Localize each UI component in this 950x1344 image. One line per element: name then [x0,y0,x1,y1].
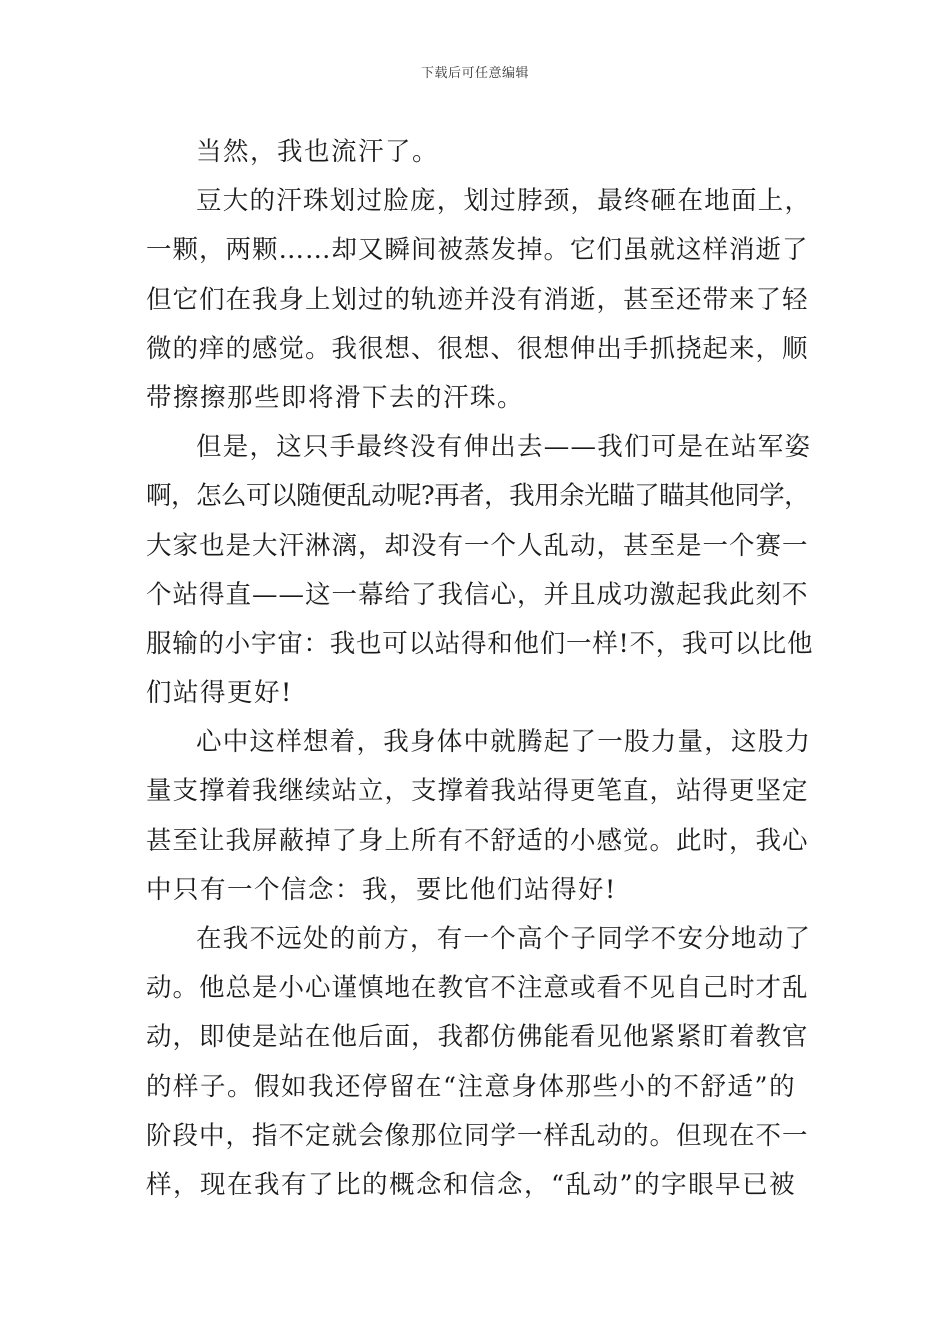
text-line: 带擦擦那些即将滑下去的汗珠。 [146,382,525,413]
text-line: 动，即使是站在他后面，我都仿佛能看见他紧紧盯着教官 [146,1022,809,1053]
text-line: 心中这样想着，我身体中就腾起了一股力量，这股力 [196,727,812,758]
text-line: 中只有一个信念：我，要比他们站得好! [146,874,617,905]
text-line: 个站得直——这一幕给了我信心，并且成功激起我此刻不 [146,579,809,610]
text-line: 豆大的汗珠划过脸庞，划过脖颈，最终砸在地面上， [196,186,812,217]
text-line: 一颗，两颗……却又瞬间被蒸发掉。它们虽就这样消逝了 [146,235,809,266]
text-line: 样，现在我有了比的概念和信念，“乱动”的字眼早已被 [146,1169,797,1200]
text-line: 啊，怎么可以随便乱动呢?再者，我用余光瞄了瞄其他同学， [146,481,810,512]
text-line: 的样子。假如我还停留在“注意身体那些小的不舒适”的 [146,1071,797,1102]
text-line: 阶段中，指不定就会像那位同学一样乱动的。但现在不一 [146,1120,809,1151]
text-line: 甚至让我屏蔽掉了身上所有不舒适的小感觉。此时，我心 [146,825,809,856]
text-line: 量支撑着我继续站立，支撑着我站得更笔直，站得更坚定 [146,776,809,807]
body-text [146,128,814,1210]
text-line: 当然，我也流汗了。 [196,137,440,167]
text-line: 在我不远处的前方，有一个高个子同学不安分地动了 [196,924,812,954]
text-line: 但它们在我身上划过的轨迹并没有消逝，甚至还带来了轻 [146,284,809,315]
page-header: 下载后可任意编辑 [420,66,529,81]
text-line: 微的痒的感觉。我很想、很想、很想伸出手抓挠起来，顺 [146,333,809,364]
text-line: 大家也是大汗淋漓，却没有一个人乱动，甚至是一个赛一 [146,530,809,561]
text-line: 们站得更好! [146,678,293,709]
text-line: 动。他总是小心谨慎地在教官不注意或看不见自己时才乱 [146,973,809,1004]
text-line: 服输的小宇宙：我也可以站得和他们一样!不，我可以比他 [146,628,814,659]
text-line: 但是，这只手最终没有伸出去——我们可是在站军姿 [196,432,812,463]
